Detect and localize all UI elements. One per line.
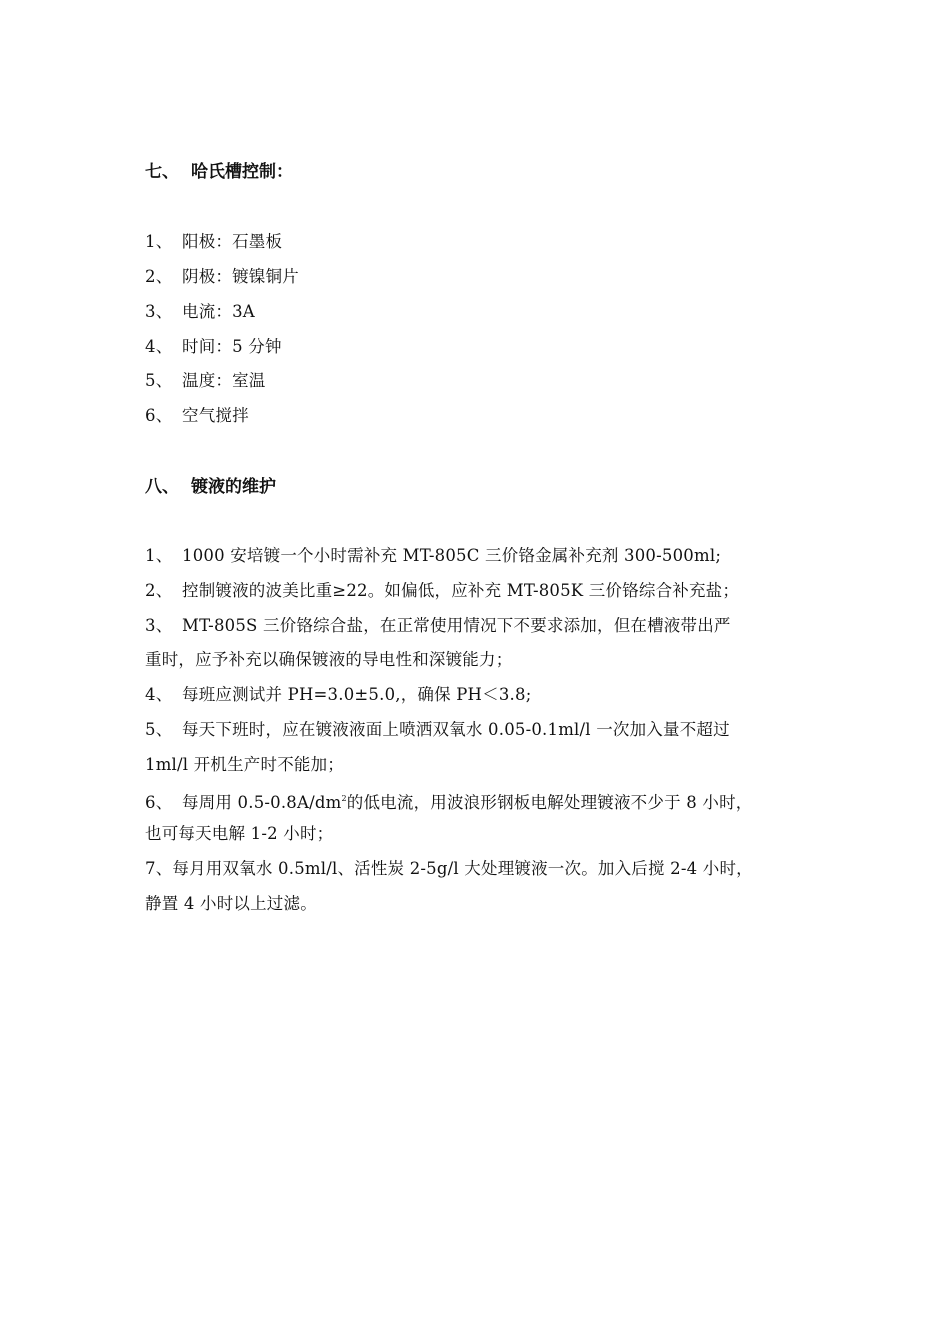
item-text-continued: 1ml/l 开机生产时不能加；: [145, 755, 345, 774]
item-text: 每班应测试并 PH=3.0±5.0,，确保 PH＜3.8;: [182, 685, 532, 704]
item-number: 3、: [145, 616, 173, 635]
section-8-item-4: [145, 683, 531, 707]
item-text: 空气搅拌: [182, 406, 249, 425]
section-7-item-3: [145, 300, 255, 324]
item-number: 7、: [145, 859, 173, 878]
item-text: 1000 安培镀一个小时需补充 MT-805C 三价铬金属补充剂 300-500ml;: [182, 546, 722, 565]
item-text: 阳极：石墨板: [182, 232, 283, 251]
section-7-item-4: [145, 335, 282, 359]
item-text: 温度：室温: [182, 371, 266, 390]
section-7-number: 七、: [145, 162, 179, 182]
section-7-heading: [145, 160, 293, 184]
section-8-item-6: [145, 787, 752, 815]
section-8-item-7: [145, 857, 753, 881]
item-text-continued: 重时，应予补充以确保镀液的导电性和深镀能力；: [145, 650, 513, 669]
item-text-continued: 也可每天电解 1-2 小时；: [145, 824, 334, 843]
section-8-item-2: [145, 579, 739, 603]
item-text: 阴极：镀镍铜片: [182, 267, 299, 286]
section-8-item-3-continued: [145, 648, 512, 672]
section-8-number: 八、: [145, 477, 179, 497]
section-8-item-5-continued: [145, 753, 344, 777]
item-number: 6、: [145, 406, 173, 425]
section-7-title: 哈氏槽控制：: [191, 162, 293, 182]
item-number: 1、: [145, 232, 173, 251]
section-8-title: 镀液的维护: [191, 477, 276, 497]
item-text: 每月用双氧水 0.5ml/l、活性炭 2-5g/l 大处理镀液一次。加入后搅 2-4 小时，: [172, 859, 753, 878]
item-text: 时间：5 分钟: [182, 337, 282, 356]
section-8-heading: [145, 475, 276, 499]
item-text: 控制镀液的波美比重≥22。如偏低，应补充 MT-805K 三价铬综合补充盐；: [182, 581, 740, 600]
item-text: 的低电流，用波浪形钢板电解处理镀液不少于 8 小时，: [346, 793, 753, 812]
item-number: 4、: [145, 337, 173, 356]
item-number: 5、: [145, 371, 173, 390]
item-number: 6、: [145, 793, 173, 812]
section-8-item-7-continued: [145, 892, 317, 916]
item-number: 5、: [145, 720, 173, 739]
section-8-item-6-continued: [145, 822, 333, 846]
superscript: 2: [341, 794, 347, 803]
section-8-item-1: [145, 544, 721, 568]
section-8-item-5: [145, 718, 730, 742]
section-8-item-3: [145, 614, 731, 638]
item-number: 1、: [145, 546, 173, 565]
item-number: 2、: [145, 581, 173, 600]
section-7-item-1: [145, 230, 282, 254]
item-number: 3、: [145, 302, 173, 321]
item-text: 每周用 0.5-0.8A/dm: [182, 793, 342, 812]
section-7-item-2: [145, 265, 299, 289]
section-7-item-6: [145, 404, 249, 428]
item-text: MT-805S 三价铬综合盐，在正常使用情况下不要求添加，但在槽液带出严: [182, 616, 731, 635]
item-text: 电流：3A: [182, 302, 255, 321]
item-text-continued: 静置 4 小时以上过滤。: [145, 894, 317, 913]
item-text: 每天下班时，应在镀液液面上喷洒双氧水 0.05-0.1ml/l 一次加入量不超过: [182, 720, 730, 739]
item-number: 4、: [145, 685, 173, 704]
section-7-item-5: [145, 369, 266, 393]
item-number: 2、: [145, 267, 173, 286]
